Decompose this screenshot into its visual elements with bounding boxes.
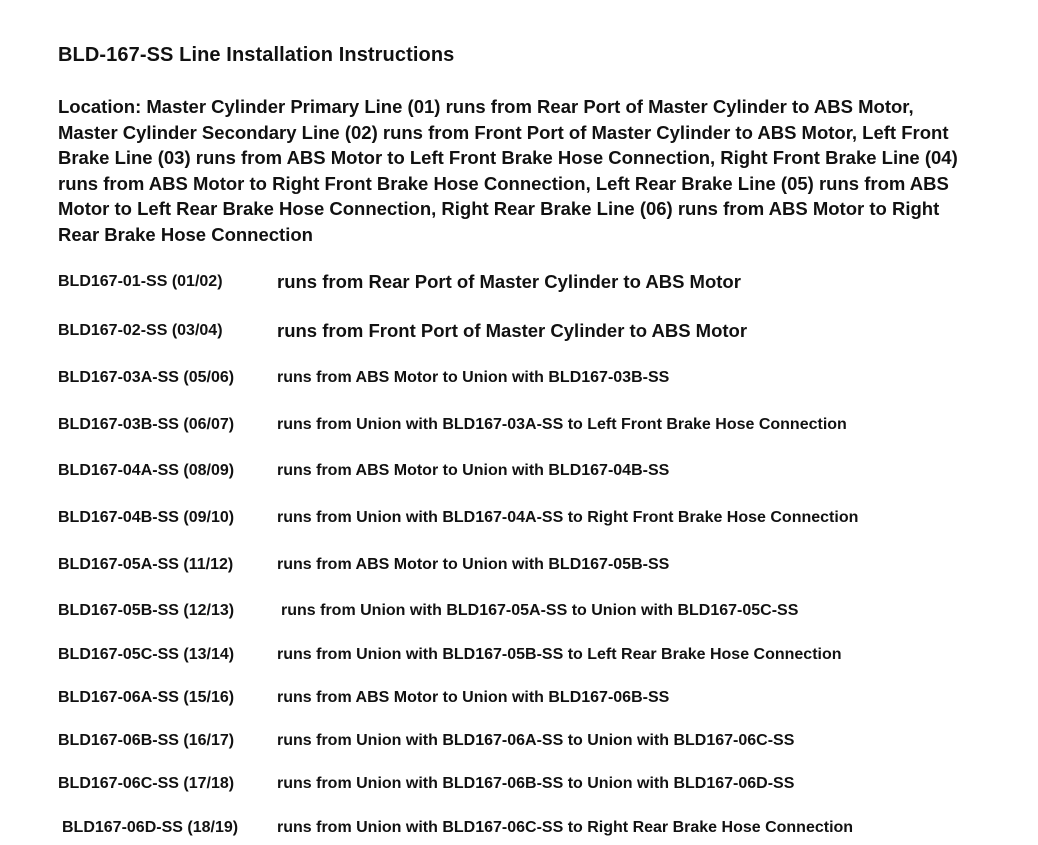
line-part-number: BLD167-01-SS (01/02) [58, 273, 223, 290]
line-row [0, 775, 1038, 799]
line-part-number: BLD167-05A-SS (11/12) [58, 556, 234, 573]
line-description: runs from ABS Motor to Union with BLD167-04B-SS [277, 462, 670, 479]
line-part-number: BLD167-03A-SS (05/06) [58, 369, 235, 386]
line-description: runs from Union with BLD167-06C-SS to Right Rear Brake Hose Connection [277, 819, 854, 836]
line-part-number: BLD167-06D-SS (18/19) [62, 819, 239, 836]
line-row [0, 273, 1038, 297]
line-row [0, 322, 1038, 346]
line-row [0, 369, 1038, 393]
line-part-number: BLD167-05B-SS (12/13) [58, 602, 235, 619]
line-row [0, 509, 1038, 533]
line-part-number: BLD167-03B-SS (06/07) [58, 416, 235, 433]
line-row [0, 732, 1038, 756]
line-description: runs from Union with BLD167-03A-SS to Left Front Brake Hose Connection [277, 416, 847, 433]
line-description: runs from Front Port of Master Cylinder to ABS Motor [277, 320, 748, 341]
line-description: runs from ABS Motor to Union with BLD167-03B-SS [277, 369, 670, 386]
line-part-number: BLD167-06A-SS (15/16) [58, 689, 235, 706]
line-description: runs from Union with BLD167-06B-SS to Union with BLD167-06D-SS [277, 775, 795, 792]
line-row [0, 646, 1038, 670]
document-title: BLD-167-SS Line Installation Instructions [58, 44, 455, 66]
line-description: runs from Rear Port of Master Cylinder to ABS Motor [277, 271, 741, 292]
line-part-number: BLD167-02-SS (03/04) [58, 322, 223, 339]
location-paragraph: Location: Master Cylinder Primary Line (01) runs from Rear Port of Master Cylinder to ABS Motor, Master Cylinder Secondary Line (02) runs from Front Port of Master Cylinder to ABS Motor, Left Front Brake Line (03) runs from ABS Motor to Left Front Brake Hose Connection, Right Front Brake Line (04) runs from ABS Motor to Right Front Brake Hose Connection, Left Rear Brake Line (05) runs from ABS Motor to Left Rear Brake Hose Connection, Right Rear Brake Line (06) runs from ABS Motor to Right Rear Brake Hose Connection [58, 96, 958, 245]
line-row [0, 416, 1038, 440]
line-row [0, 689, 1038, 713]
line-description: runs from Union with BLD167-04A-SS to Right Front Brake Hose Connection [277, 509, 859, 526]
line-part-number: BLD167-04A-SS (08/09) [58, 462, 235, 479]
line-description: runs from Union with BLD167-05A-SS to Union with BLD167-05C-SS [281, 602, 799, 619]
line-description: runs from Union with BLD167-06A-SS to Union with BLD167-06C-SS [277, 732, 795, 749]
line-row [0, 819, 1038, 843]
line-part-number: BLD167-04B-SS (09/10) [58, 509, 235, 526]
line-part-number: BLD167-06C-SS (17/18) [58, 775, 235, 792]
line-description: runs from Union with BLD167-05B-SS to Left Rear Brake Hose Connection [277, 646, 842, 663]
line-row [0, 556, 1038, 580]
line-row [0, 462, 1038, 486]
line-part-number: BLD167-05C-SS (13/14) [58, 646, 235, 663]
line-row [0, 602, 1038, 626]
line-description: runs from ABS Motor to Union with BLD167-05B-SS [277, 556, 670, 573]
line-description: runs from ABS Motor to Union with BLD167-06B-SS [277, 689, 670, 706]
line-part-number: BLD167-06B-SS (16/17) [58, 732, 235, 749]
